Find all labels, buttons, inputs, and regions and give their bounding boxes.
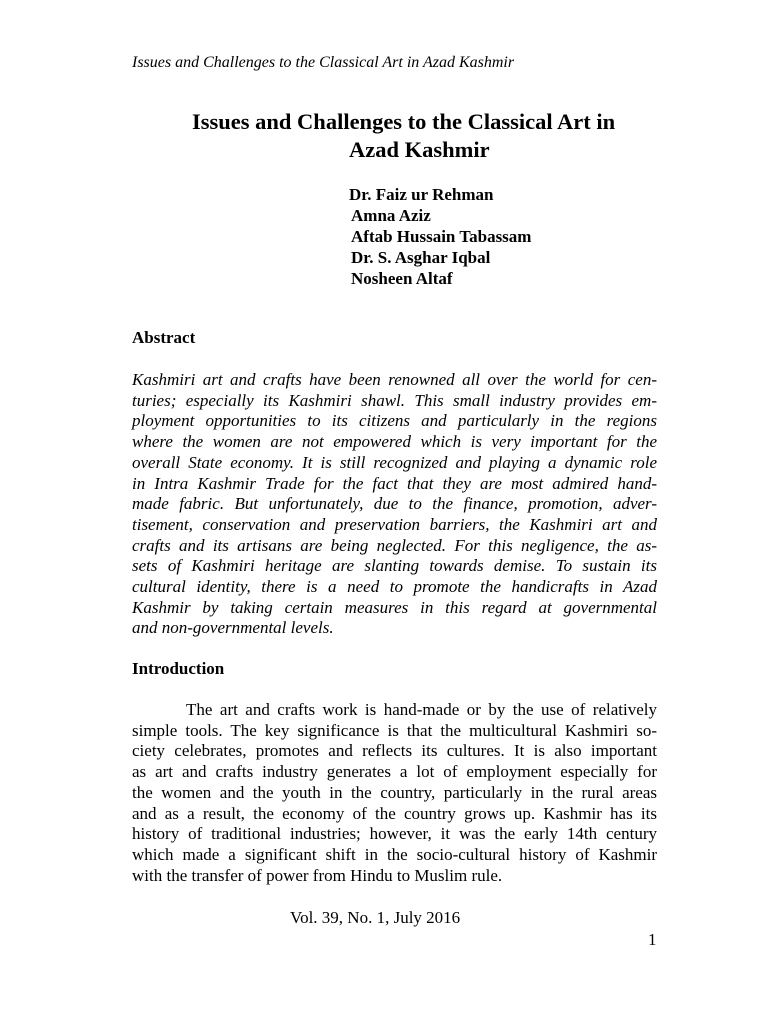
- abstract-line: sets of Kashmiri heritage are slanting towards demise. To sustain its: [132, 556, 657, 576]
- journal-volume-footer: Vol. 39, No. 1, July 2016: [290, 908, 461, 927]
- abstract-body: [132, 370, 657, 639]
- abstract-heading: Abstract: [132, 328, 196, 347]
- abstract-line: tisement, conservation and preservation barriers, the Kashmiri art and: [132, 514, 657, 534]
- introduction-line: which made a significant shift in the socio-cultural history of Kashmir: [132, 844, 657, 864]
- page-number: 1: [648, 930, 657, 949]
- abstract-line: overall State economy. It is still recognized and playing a dynamic role: [132, 452, 657, 472]
- introduction-line: with the transfer of power from Hindu to Muslim rule.: [132, 865, 503, 885]
- introduction-body: [132, 700, 657, 886]
- abstract-line: where the women are not empowered which is very important for the: [132, 432, 657, 452]
- abstract-line: made fabric. But unfortunately, due to the finance, promotion, adver-: [132, 494, 657, 514]
- introduction-line: ciety celebrates, promotes and reflects its cultures. It is also important: [132, 741, 657, 761]
- abstract-line: and non-governmental levels.: [132, 618, 334, 638]
- paper-title: [132, 108, 712, 164]
- author-name: Dr. Faiz ur Rehman: [349, 185, 494, 204]
- abstract-line: Kashmir by taking certain measures in this regard at governmental: [132, 597, 657, 617]
- abstract-line: cultural identity, there is a need to promote the handicrafts in Azad: [132, 577, 657, 597]
- introduction-line: history of traditional industries; however, it was the early 14th century: [132, 824, 657, 844]
- introduction-line: the women and the youth in the country, particularly in the rural areas: [132, 782, 657, 802]
- abstract-line: crafts and its artisans are being neglected. For this negligence, the as-: [132, 535, 657, 555]
- introduction-line: as art and crafts industry generates a lot of employment especially for: [132, 762, 657, 782]
- author-name: Aftab Hussain Tabassam: [351, 227, 532, 246]
- abstract-line: ployment opportunities to its citizens and particularly in the regions: [132, 411, 657, 431]
- author-name: Nosheen Altaf: [351, 269, 453, 288]
- introduction-line: simple tools. The key significance is that the multicultural Kashmiri so-: [132, 720, 657, 740]
- paper-title-line-1: Issues and Challenges to the Classical Art in: [192, 109, 616, 134]
- abstract-line: in Intra Kashmir Trade for the fact that they are most admired hand-: [132, 473, 657, 493]
- author-list: [349, 184, 531, 289]
- introduction-heading: Introduction: [132, 659, 225, 678]
- running-header: Issues and Challenges to the Classical Art in Azad Kashmir: [132, 54, 515, 71]
- introduction-line: The art and crafts work is hand-made or by the use of relatively: [186, 700, 657, 719]
- introduction-line: and as a result, the economy of the country grows up. Kashmir has its: [132, 803, 657, 823]
- paper-title-line-2: Azad Kashmir: [349, 137, 490, 162]
- abstract-line: Kashmiri art and crafts have been renowned all over the world for cen-: [132, 370, 657, 389]
- abstract-line: turies; especially its Kashmiri shawl. This small industry provides em-: [132, 390, 657, 410]
- author-name: Dr. S. Asghar Iqbal: [351, 248, 491, 267]
- author-name: Amna Aziz: [351, 206, 431, 225]
